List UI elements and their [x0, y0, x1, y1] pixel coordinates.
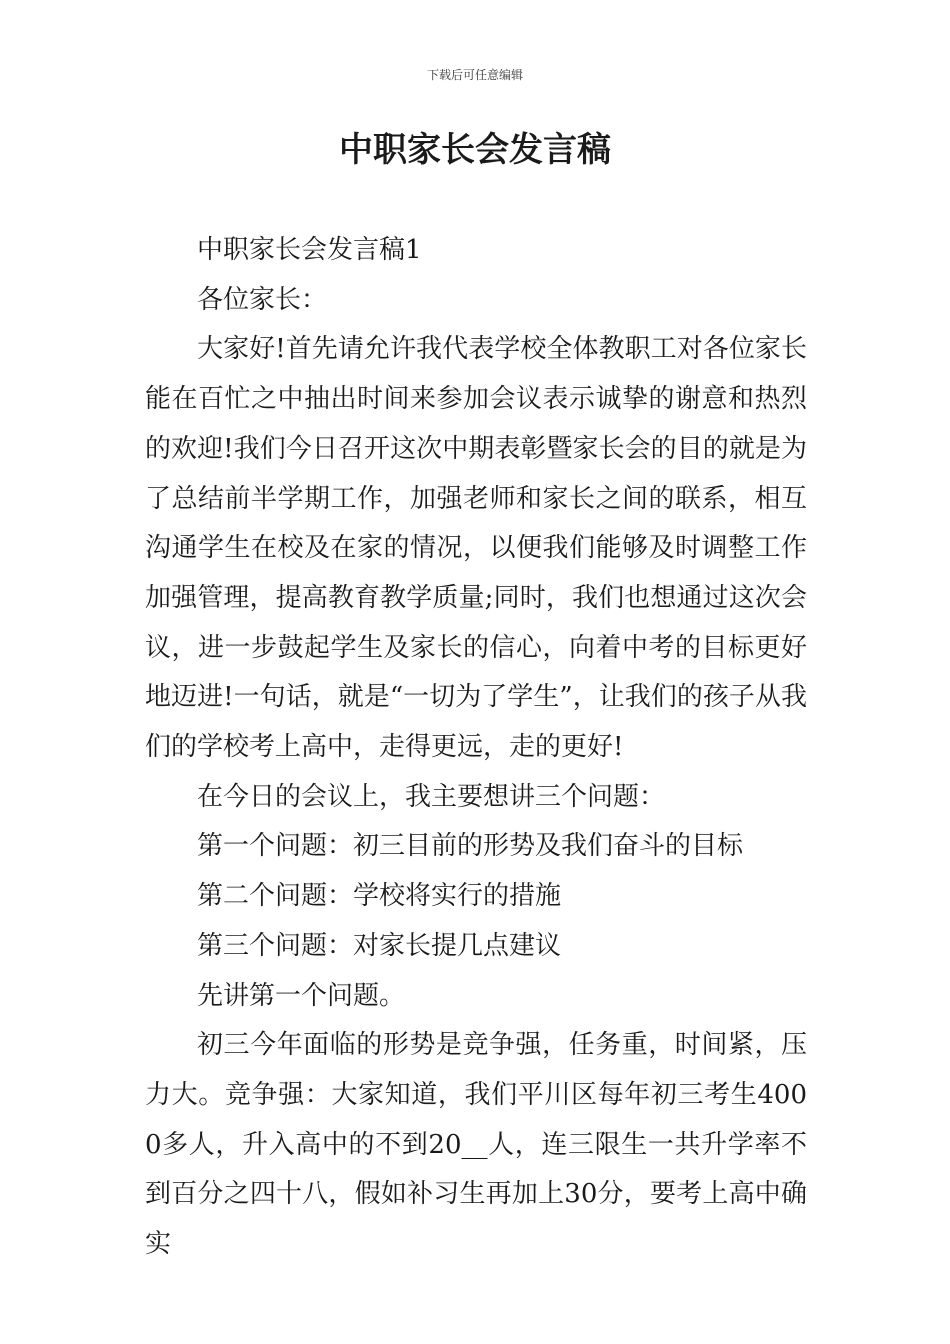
paragraph: 初三今年面临的形势是竞争强，任务重，时间紧，压力大。竞争强：大家知道，我们平川区每年初三考生4000多人，升入高中的不到20__人，连三限生一共升学率不到百分之四十八，假如补习生再加上30分，要考上高中确实 — [145, 1030, 807, 1260]
paragraph: 第一个问题：初三目前的形势及我们奋斗的目标 — [197, 831, 744, 862]
paragraph: 中职家长会发言稿1 — [197, 235, 422, 265]
paragraph: 先讲第一个问题。 — [197, 980, 406, 1011]
paragraph: 大家好!首先请允许我代表学校全体教职工对各位家长能在百忙之中抽出时间来参加会议表示诚挚的谢意和热烈的欢迎!我们今日召开这次中期表彰暨家长会的目的就是为了总结前半学期工作，加强老师和家长之间的联系，相互沟通学生在校及在家的情况，以便我们能够及时调整工作加强管理，提高教育教学质量;同时，我们也想通过这次会议，进一步鼓起学生及家长的信心，向着中考的目标更好地迈进!一句话，就是“一切为了学生”，让我们的孩子从我们的学校考上高中，走得更远，走的更好! — [145, 334, 807, 763]
header-note: 下载后可任意编辑 — [426, 68, 523, 82]
paragraph: 第三个问题：对家长提几点建议 — [197, 930, 562, 961]
paragraph: 在今日的会议上，我主要想讲三个问题： — [197, 781, 666, 812]
paragraph: 第二个问题：学校将实行的措施 — [197, 881, 562, 912]
document-title: 中职家长会发言稿 — [339, 130, 611, 170]
document-body — [145, 226, 807, 1270]
paragraph: 各位家长： — [197, 284, 328, 315]
